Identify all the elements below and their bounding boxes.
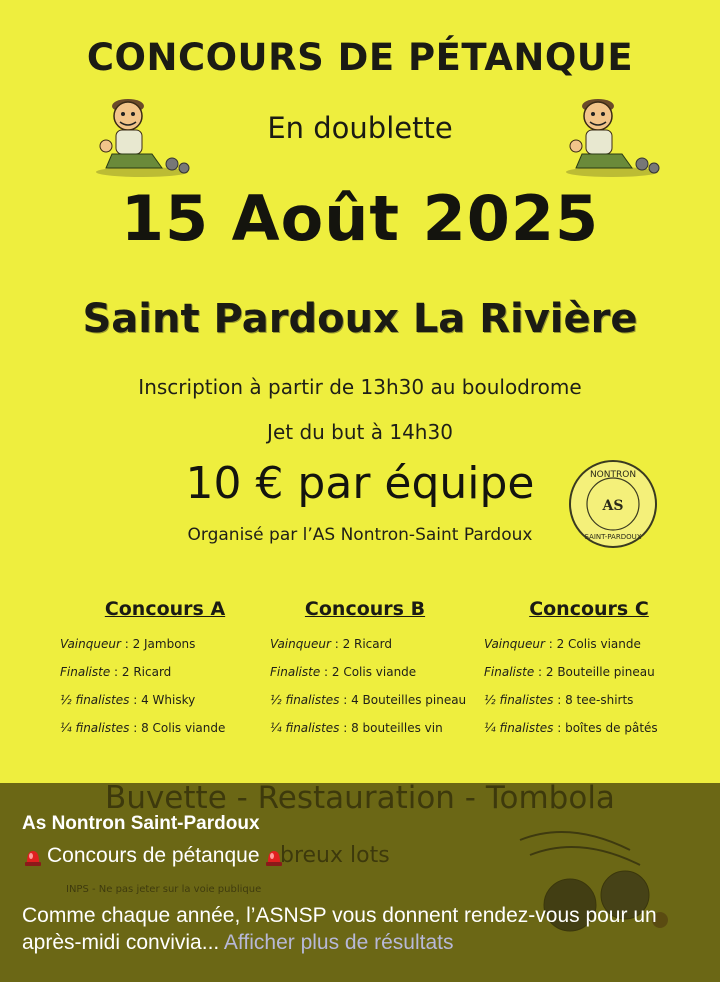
event-date: 15 Août 2025 [120,182,600,255]
start-time-info: Jet du but à 14h30 [267,420,453,444]
post-description-text: Comme chaque année, l’ASNSP vous donnent rendez-vous pour un après-midi convivia... [22,904,657,954]
prize-row: ¼ finalistes : boîtes de pâtés [484,721,658,735]
prize-row: Vainqueur : 2 Colis viande [484,637,641,651]
concours-heading: Concours B [304,598,426,620]
police-siren-icon [22,845,44,867]
post-description [22,902,702,956]
poster-title: CONCOURS DE PÉTANQUE [86,36,634,79]
club-seal-logo [567,458,659,550]
post-author[interactable]: As Nontron Saint-Pardoux [22,813,260,834]
show-more-link[interactable]: Afficher plus de résultats [223,931,454,954]
prize-row: ½ finalistes : 4 Whisky [60,693,196,707]
prize-row: ¼ finalistes : 8 Colis viande [60,721,226,735]
post-title-text: Concours de pétanque [47,844,260,867]
prize-row: ½ finalistes : 4 Bouteilles pineau [270,693,467,707]
concours-b-column [270,598,480,742]
event-location: Saint Pardoux La Rivière [82,296,638,342]
concours-heading: Concours C [529,598,649,620]
organizer-info: Organisé par l’AS Nontron-Saint Pardoux [187,525,533,545]
concours-c-column [484,598,694,742]
seal-bottom-text: SAINT-PARDOUX [584,533,642,541]
poster-subtitle: En doublette [267,111,453,145]
prize-row: Vainqueur : 2 Jambons [60,637,196,651]
prize-row: Vainqueur : 2 Ricard [270,637,392,651]
seal-top-text: NONTRON [589,470,637,480]
prize-row: ¼ finalistes : 8 bouteilles vin [270,721,443,735]
concours-a-column [60,598,270,742]
post-title[interactable] [22,844,285,868]
concours-heading: Concours A [104,598,226,620]
team-price: 10 € par équipe [185,458,535,509]
police-siren-icon [263,845,285,867]
registration-info: Inscription à partir de 13h30 au boulodrome [138,375,582,399]
prize-row: ½ finalistes : 8 tee-shirts [484,693,634,707]
prize-row: Finaliste : 2 Ricard [60,665,172,679]
seal-center-text: AS [602,498,624,514]
prize-row: Finaliste : 2 Colis viande [270,665,417,679]
prize-row: Finaliste : 2 Bouteille pineau [484,665,655,679]
